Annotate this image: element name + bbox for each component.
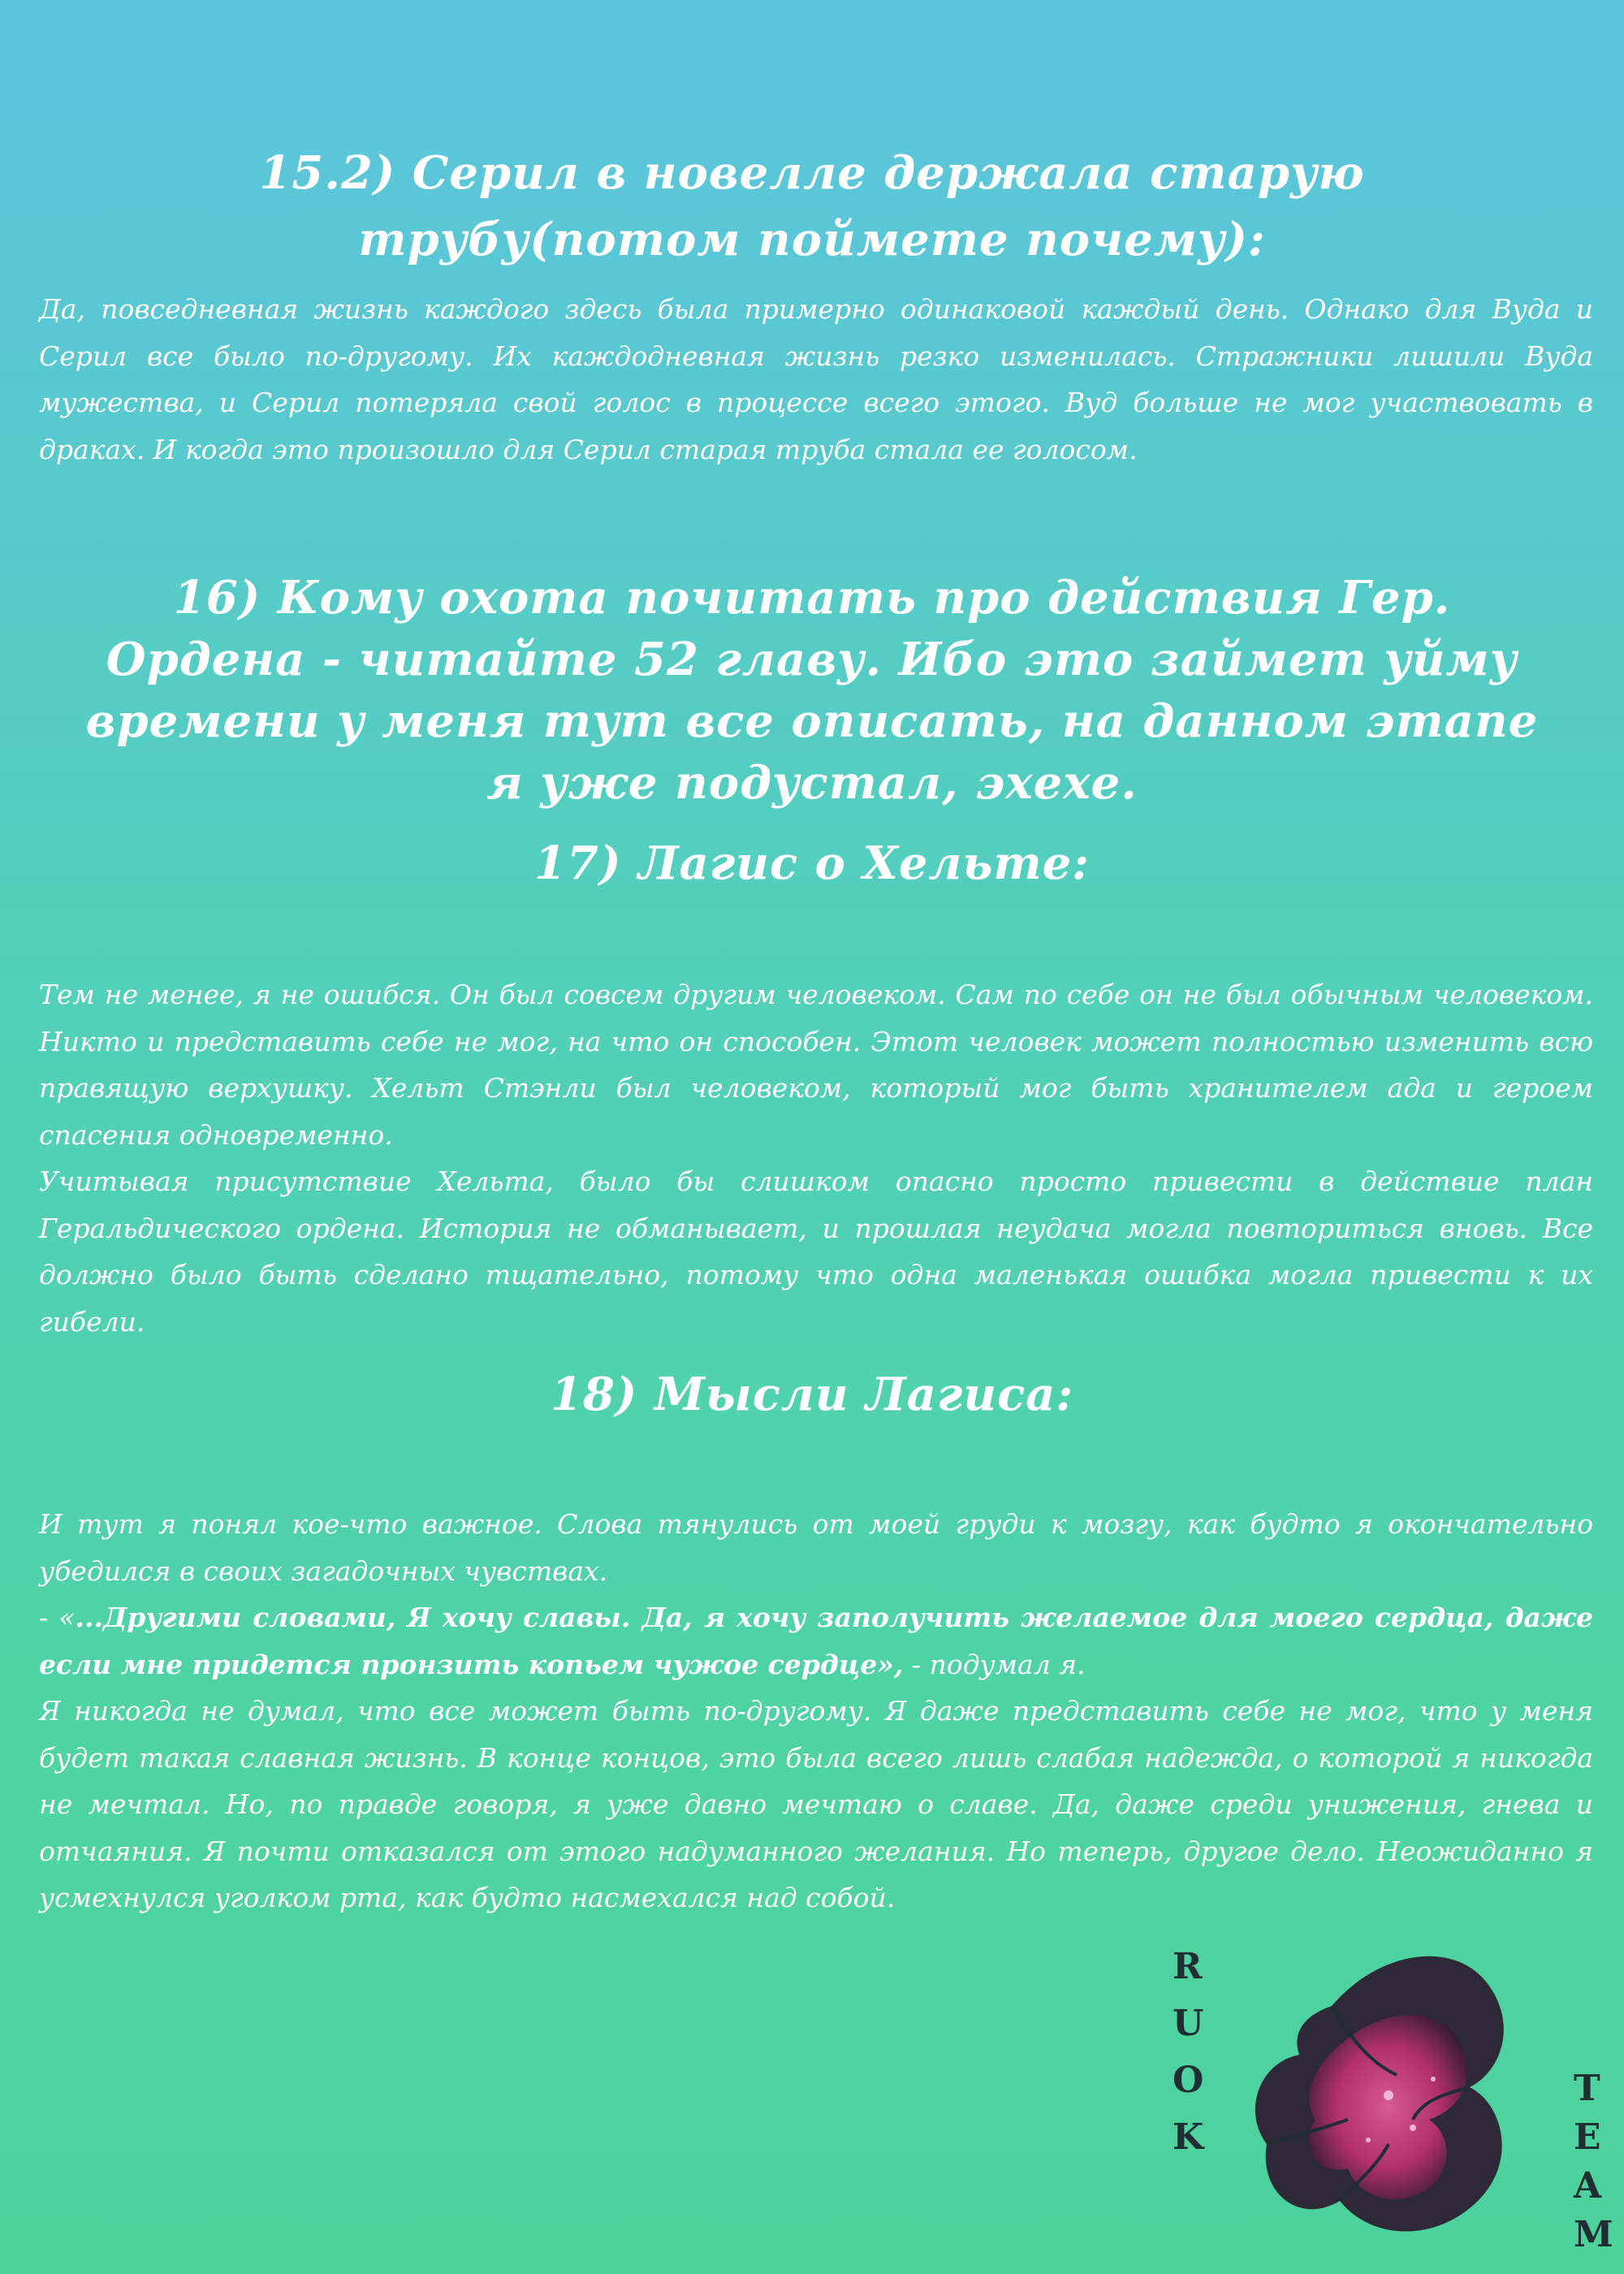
logo-letter-left-4: K	[1173, 2116, 1204, 2158]
section-18-paragraph-1: И тут я понял кое-что важное. Слова тянулись от моей груди к мозгу, как будто я окончательно убедился в своих загадочных чувствах.	[39, 1508, 1593, 1587]
section-17-paragraph-1: Тем не менее, я не ошибся. Он был совсем другим человеком. Сам по себе он не был обычным человеком. Никто и представить себе не мог, на что он способен. Этот человек может полностью изменить всю правящую верхушку. Хельт Стэнли был человеком, который мог быть хранителем ада и героем спасения одновременно.	[39, 979, 1593, 1151]
ruok-team-logo	[1161, 1933, 1616, 2266]
section-15-2-body	[39, 286, 1593, 473]
section-17-heading: 17) Лагис о Хельте:	[534, 837, 1090, 890]
section-18-heading: 18) Мысли Лагиса:	[550, 1368, 1074, 1421]
section-18-paragraph-3: Я никогда не думал, что все может быть по-другому. Я даже представить себе не мог, что у меня будет такая славная жизнь. В конце концов, это была всего лишь слабая надежда, о которой я никогда не мечтал. Но, по правде говоря, я уже давно мечтаю о славе. Да, даже среди унижения, гнева и отчаяния. Я почти отказался от этого надуманного желания. Но теперь, другое дело. Неожиданно я усмехнулся уголком рта, как будто насмехался над собой.	[39, 1695, 1593, 1913]
section-16-heading: 16) Кому охота почитать про действия Гер. Ордена - читайте 52 главу. Ибо это займет уйму времени у меня тут все описать, на данном этапе я уже подустал, эхехе.	[85, 571, 1539, 810]
section-17-body	[39, 971, 1593, 1345]
section-15-2-heading: 15.2) Серил в новелле держала старую трубу(потом поймете почему):	[259, 146, 1365, 266]
quote-prefix: - «	[39, 1602, 76, 1633]
logo-letter-left-3: O	[1173, 2060, 1204, 2101]
logo-letter-right-1: T	[1574, 2068, 1600, 2109]
logo-letter-right-4: M	[1574, 2214, 1613, 2255]
quote-text: ...Другими словами, Я хочу славы. Да, я хочу заполучить желаемое для моего сердца, даже если мне придется пронзить копьем чужое сердце»,	[39, 1602, 1593, 1680]
logo-letter-right-3: A	[1574, 2165, 1602, 2207]
logo-letter-right-2: E	[1574, 2116, 1601, 2158]
logo-letter-left-2: U	[1173, 2003, 1204, 2044]
section-18-body	[39, 1501, 1593, 1922]
flower-emblem-icon	[1210, 1933, 1583, 2266]
logo-letter-left-1: R	[1173, 1946, 1203, 1987]
section-17-paragraph-2: Учитывая присутствие Хельта, было бы слишком опасно просто привести в действие план Геральдического ордена. История не обманывает, и прошлая неудача могла повториться вновь. Все должно было быть сделано тщательно, потому что одна маленькая ошибка могла привести к их гибели.	[39, 1165, 1593, 1338]
quote-suffix: - подумал я.	[903, 1648, 1086, 1680]
section-18-quote-line	[39, 1594, 1593, 1688]
section-15-2-paragraph: Да, повседневная жизнь каждого здесь была примерно одинаковой каждый день. Однако для Вуда и Серил все было по-другому. Их каждодневная жизнь резко изменилась. Стражники лишили Вуда мужества, и Серил потеряла свой голос в процессе всего этого. Вуд больше не мог участвовать в драках. И когда это произошло для Серил старая труба стала ее голосом.	[39, 293, 1593, 465]
